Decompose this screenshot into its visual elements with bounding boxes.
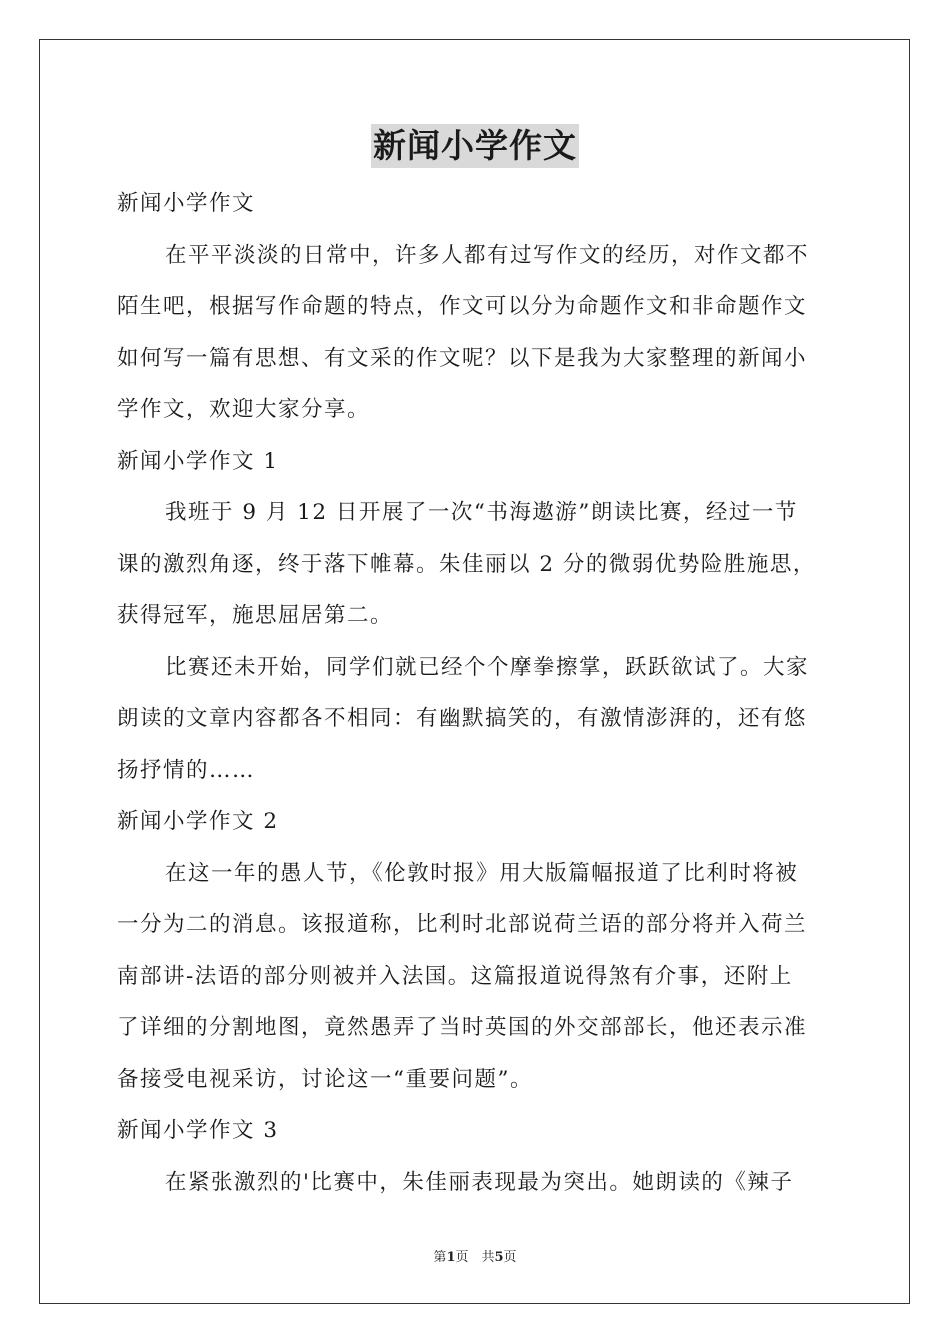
paragraph-first-line: 比赛还未开始，同学们就已经个个摩拳擦掌，跃跃欲试了。大家 — [165, 654, 810, 680]
document-title: 新闻小学作文 — [371, 124, 579, 168]
text-line: 获得冠军，施思屈居第二。 — [117, 603, 394, 628]
paragraph-first-line: 在平平淡淡的日常中，许多人都有过写作文的经历，对作文都不 — [165, 242, 810, 268]
text-line: 课的激烈角逐，终于落下帷幕。朱佳丽以 2 分的微弱优势险胜施思， — [117, 551, 816, 577]
text-line: 如何写一篇有思想、有文采的作文呢？以下是我为大家整理的新闻小 — [117, 345, 808, 371]
paragraph-first-line: 在紧张激烈的'比赛中，朱佳丽表现最为突出。她朗读的《辣子 — [165, 1169, 794, 1195]
paragraph-first-line: 在这一年的愚人节，《伦敦时报》用大版篇幅报道了比利时将被 — [165, 860, 799, 886]
text-line: 扬抒情的…… — [117, 757, 256, 783]
text-line: 南部讲-法语的部分则被并入法国。这篇报道说得煞有介事，还附上 — [117, 963, 793, 989]
paragraph-first-line: 我班于 9 月 12 日开展了一次“书海遨游”朗读比赛，经过一节 — [165, 500, 798, 525]
text-line: 学作文，欢迎大家分享。 — [117, 397, 371, 422]
footer-current-page: 1 — [446, 1250, 456, 1265]
text-line: 了详细的分割地图，竟然愚弄了当时英国的外交部部长，他还表示准 — [117, 1015, 808, 1040]
text-line: 新闻小学作文 1 — [117, 448, 279, 474]
text-line: 陌生吧，根据写作命题的特点，作文可以分为命题作文和非命题作文 — [117, 294, 808, 319]
text-line: 新闻小学作文 3 — [117, 1118, 279, 1143]
text-line: 朗读的文章内容都各不相同：有幽默搞笑的，有激情澎湃的，还有悠 — [117, 706, 808, 731]
text-line: 新闻小学作文 — [117, 191, 256, 216]
footer-suffix: 页 — [503, 1250, 517, 1265]
page-footer — [0, 1246, 950, 1265]
footer-prefix: 第 — [433, 1250, 447, 1265]
document-body — [117, 178, 833, 1208]
text-line: 一分为二的消息。该报道称，比利时北部说荷兰语的部分将并入荷兰 — [117, 912, 808, 937]
title-container — [0, 124, 950, 168]
footer-total-pages: 5 — [494, 1250, 504, 1265]
footer-mid: 页 共 — [455, 1250, 495, 1265]
text-line: 新闻小学作文 2 — [117, 809, 279, 834]
text-line: 备接受电视采访，讨论这一“重要问题”。 — [117, 1066, 533, 1092]
